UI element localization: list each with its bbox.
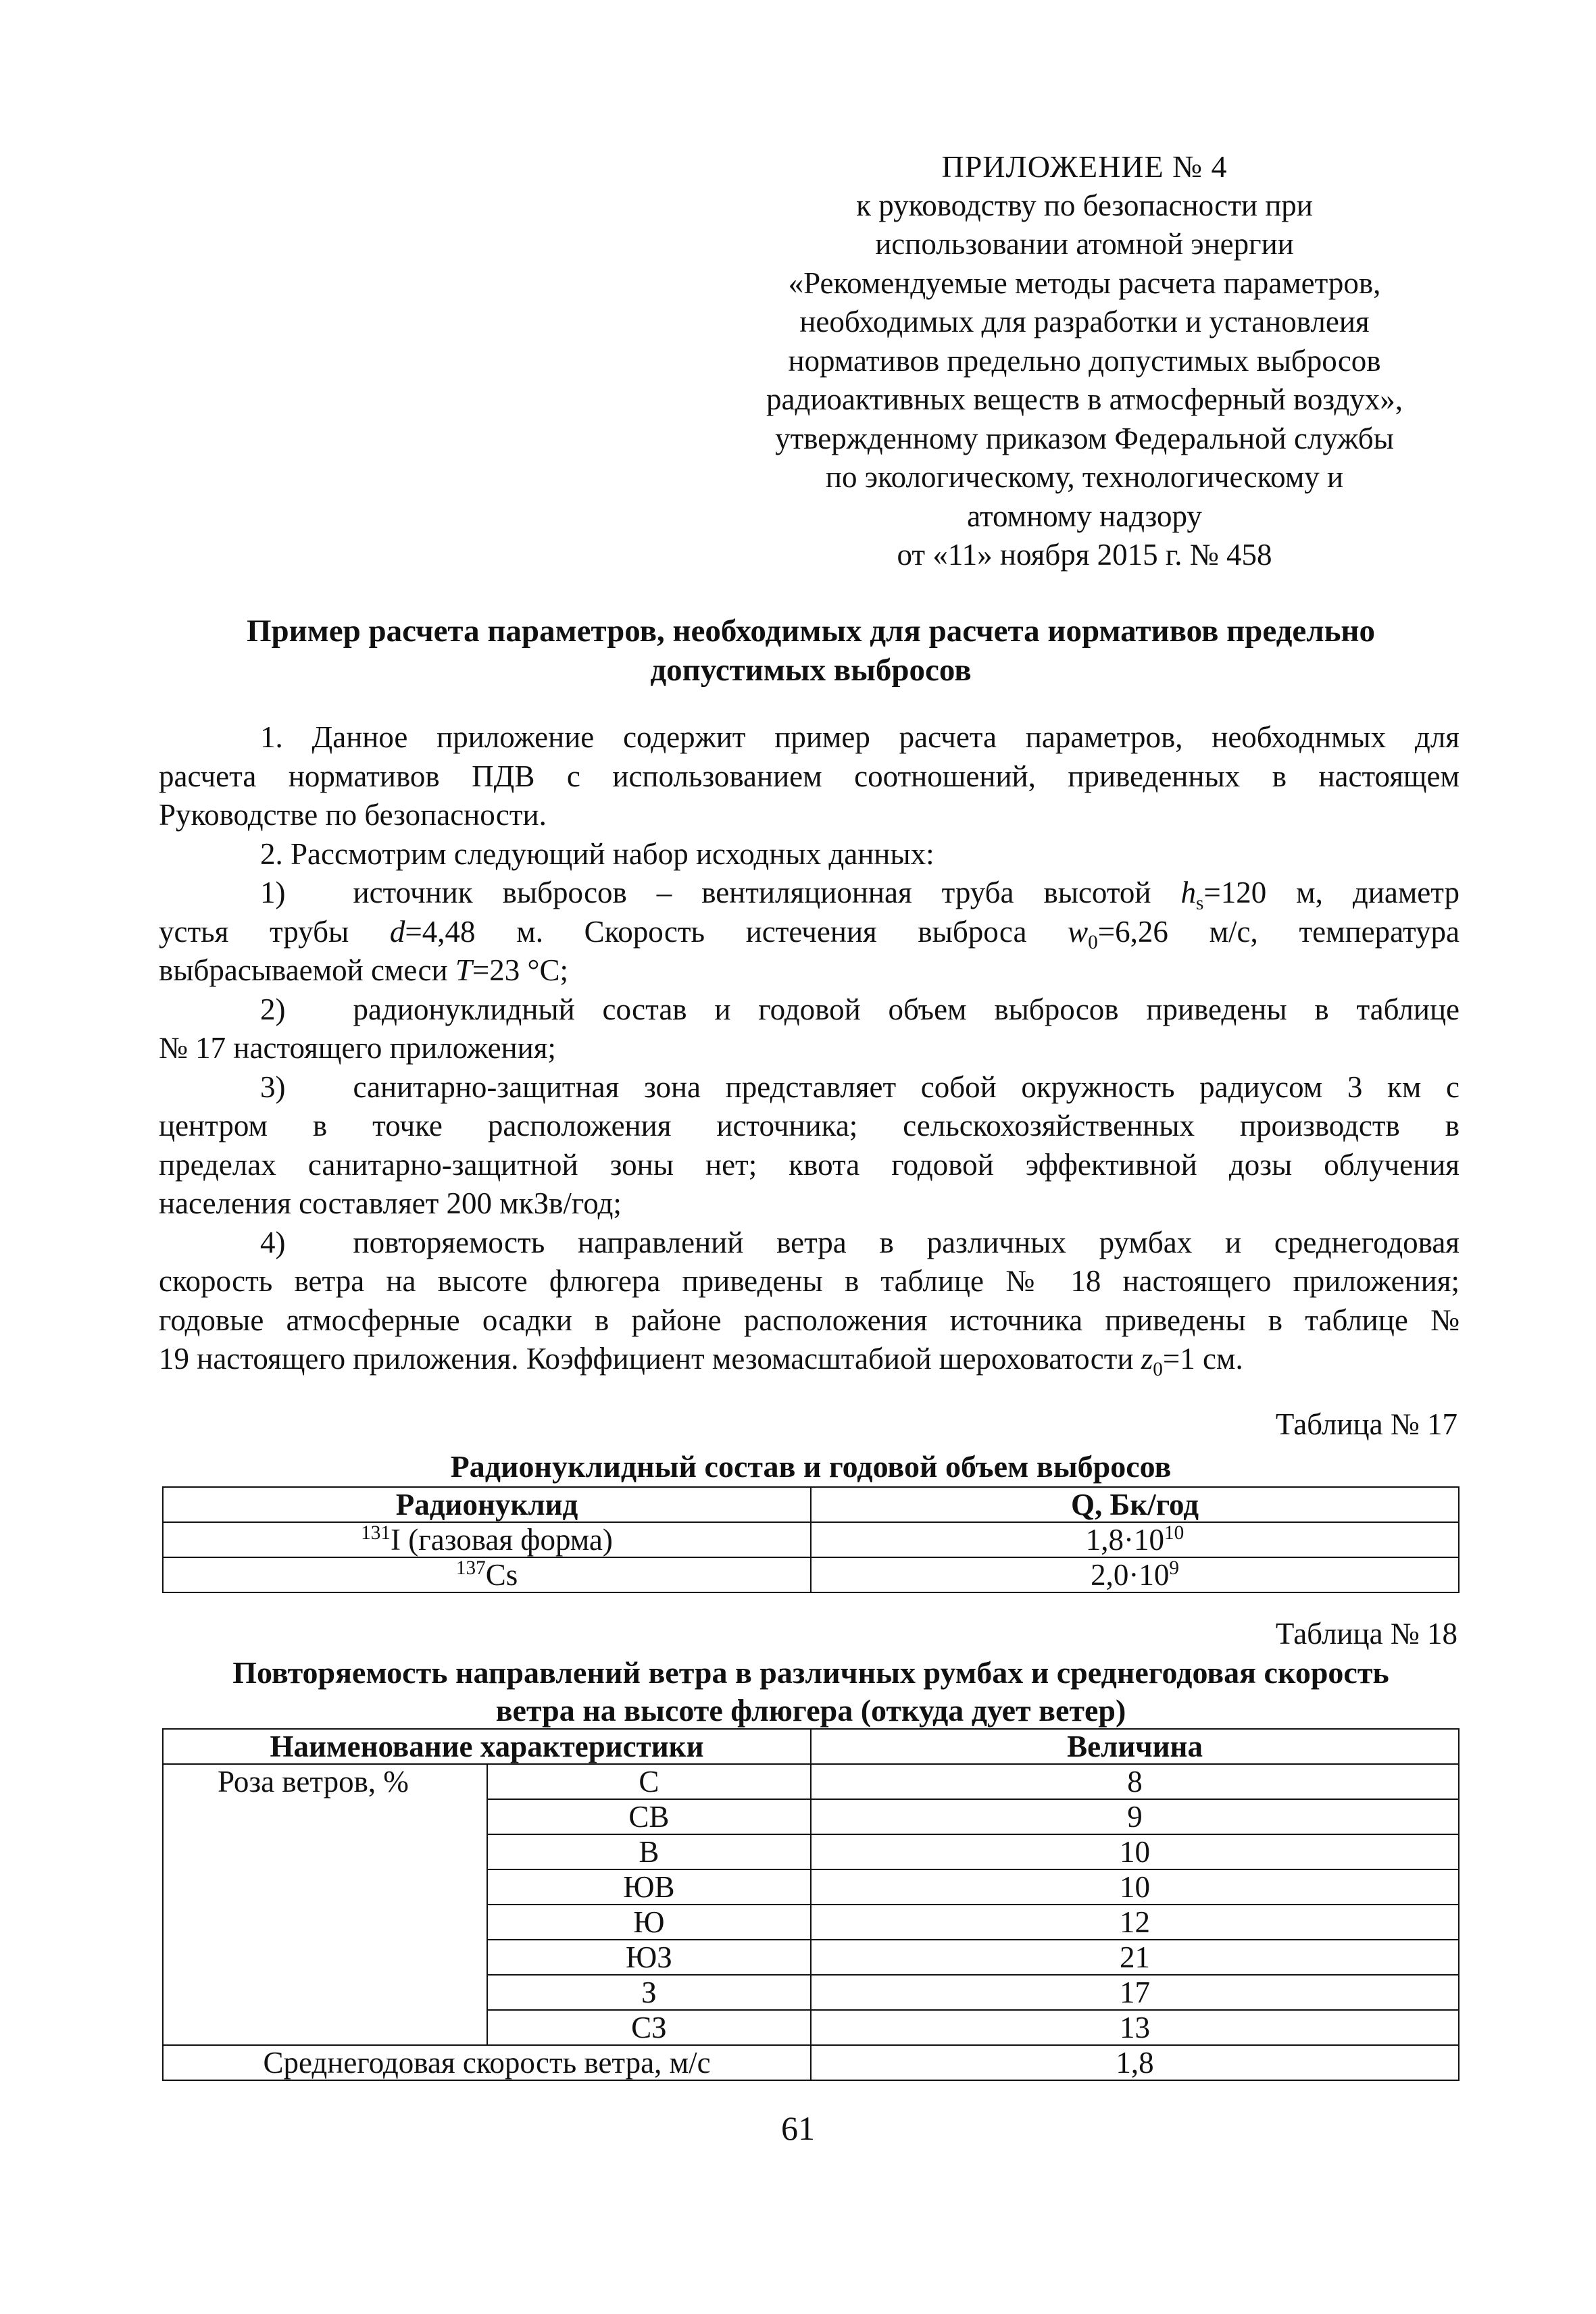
list-text: пределах санитарно-защитной зоны нет; квота годовой эффективной дозы облучения	[159, 1147, 1460, 1182]
appendix-header-line: нормативов предельно допустимых выбросов	[788, 343, 1381, 378]
paragraph-text: 2. Рассмотрим следующий набор исходных данных:	[260, 836, 934, 871]
list-text: годовые атмосферные осадки в районе расположения источника приведены в таблице №	[159, 1303, 1460, 1337]
table-row	[163, 1522, 1459, 1557]
table-18	[162, 1728, 1460, 2081]
value-cell: 10	[811, 1834, 1459, 1869]
value-cell: 17	[811, 1975, 1459, 2010]
variable-subscript: s	[1195, 892, 1204, 914]
direction-cell: СЗ	[487, 2010, 811, 2045]
value-cell: 9	[811, 1799, 1459, 1834]
direction-cell: З	[487, 1975, 811, 2010]
table-header-cell: Q, Бк/год	[811, 1487, 1459, 1522]
activity-cell: $2,0\cdot 10^9$	[811, 1557, 1459, 1592]
list-text: =6,26 м/с, температура	[1097, 914, 1460, 949]
variable: w	[1068, 914, 1089, 949]
list-text: =23 °C;	[472, 953, 569, 987]
table-18-title: Повторяемость направлений ветра в различных румбах и среднегодовая скорость ветра на высоте флюгера (откуда дует ветер)	[232, 1655, 1389, 1728]
variable: h	[1180, 876, 1196, 909]
list-number: 3)	[260, 1070, 286, 1104]
paragraph-text: Руководстве по безопасности.	[159, 798, 547, 832]
table-header-cell: Наименование характеристики	[163, 1729, 811, 1764]
direction-cell: ЮВ	[487, 1869, 811, 1905]
appendix-header-line: по экологическому, технологическому и	[825, 460, 1344, 494]
list-item-1	[159, 874, 1460, 990]
list-text: № 17 настоящего приложения;	[159, 1031, 556, 1065]
avg-wind-speed-label: Среднегодовая скорость ветра, м/с	[163, 2045, 811, 2080]
list-text: повторяемость направлений ветра в различных румбах и среднегодовая	[353, 1225, 1460, 1259]
value-cell: 21	[811, 1940, 1459, 1975]
section-title-line: Пример расчета параметров, необходимых для расчета иормативов предельно	[246, 613, 1376, 649]
appendix-header-line: необходимых для разработки и установлеия	[799, 305, 1370, 338]
appendix-header	[709, 147, 1460, 575]
appendix-header-line: использовании атомной энергии	[875, 227, 1294, 261]
table-17	[162, 1486, 1460, 1593]
direction-cell: В	[487, 1834, 811, 1869]
variable-subscript: 0	[1088, 931, 1098, 953]
list-text: 19 настоящего приложения. Коэффициент мезомасштабиой шероховатости	[159, 1342, 1141, 1376]
section-title	[162, 611, 1460, 690]
appendix-header-line: радиоактивных веществ в атмосферный воздух»,	[766, 382, 1403, 416]
list-text: радионуклидный состав и годовой объем выбросов приведены в таблице	[353, 992, 1460, 1026]
wind-rose-label: Роза ветров, %	[163, 1764, 487, 2045]
page-number: 61	[781, 2109, 815, 2147]
paragraph-text: 1. Данное приложение содержит пример расчета параметров, необходнмых для	[260, 720, 1460, 754]
table-row	[163, 1764, 1459, 1799]
table-17-title: Радионуклидный состав и годовой объем выбросов	[450, 1449, 1172, 1484]
list-item-2	[159, 990, 1460, 1068]
list-item-3	[159, 1068, 1460, 1224]
section-title-line: допустимых выбросов	[650, 653, 972, 688]
list-number: 1)	[260, 876, 286, 909]
list-text: =120 м, диаметр	[1203, 876, 1460, 909]
list-text: =1 см.	[1162, 1342, 1243, 1376]
activity-cell: $1,8\cdot 10^{10}$	[811, 1522, 1459, 1557]
appendix-header-line: утвержденному приказом Федеральной службы	[775, 421, 1394, 455]
direction-cell: СВ	[487, 1799, 811, 1834]
list-text: скорость ветра на высоте флюгера приведены в таблице № 18 настоящего приложения;	[159, 1264, 1460, 1298]
appendix-header-line: к руководству по безопасности при	[856, 188, 1313, 222]
value-cell: 10	[811, 1869, 1459, 1905]
table-17-caption: Таблица № 17	[1275, 1407, 1457, 1441]
list-text: выбрасываемой смеси	[159, 953, 455, 987]
direction-cell: ЮЗ	[487, 1940, 811, 1975]
value-cell: 13	[811, 2010, 1459, 2045]
direction-cell: Ю	[487, 1905, 811, 1940]
appendix-title: ПРИЛОЖЕНИЕ № 4	[941, 149, 1228, 184]
table-header-cell: Радионуклид	[163, 1487, 811, 1522]
list-item-4	[159, 1224, 1460, 1379]
appendix-header-line: атомному надзору	[967, 499, 1202, 533]
radionuclide-cell: $^{137}$Cs	[163, 1557, 811, 1592]
radionuclide-cell: $^{131}$I (газовая форма)	[163, 1522, 811, 1557]
list-text: =4,48 м. Скорость истечения выброса	[405, 914, 1068, 949]
list-text: центром в точке расположения источника; сельскохозяйственных производств в	[159, 1109, 1460, 1142]
variable: d	[389, 914, 405, 949]
variable: T	[455, 953, 472, 987]
table-18-caption: Таблица № 18	[1275, 1617, 1457, 1651]
body-text	[159, 718, 1460, 1379]
table-row	[163, 1557, 1459, 1592]
variable-subscript: 0	[1153, 1359, 1163, 1380]
list-text: населения составляет 200 мкЗв/год;	[159, 1186, 622, 1220]
list-text: устья трубы	[159, 914, 390, 949]
value-cell: 8	[811, 1764, 1459, 1799]
value-cell: 12	[811, 1905, 1459, 1940]
table-row	[163, 2045, 1459, 2080]
paragraph-1	[159, 718, 1460, 835]
table-header-row	[163, 1487, 1459, 1522]
list-number: 4)	[260, 1225, 286, 1259]
variable: z	[1141, 1342, 1153, 1376]
table-header-row	[163, 1729, 1459, 1764]
direction-cell: С	[487, 1764, 811, 1799]
paragraph-2	[159, 835, 1460, 874]
avg-wind-speed-value: 1,8	[811, 2045, 1459, 2080]
list-text: санитарно-защитная зона представляет собой окружность радиусом 3 км с	[353, 1070, 1460, 1104]
list-text: источник выбросов – вентиляционная труба высотой	[353, 876, 1181, 909]
table-header-cell: Величина	[811, 1729, 1459, 1764]
appendix-header-line: от «11» ноября 2015 г. № 458	[897, 538, 1272, 572]
paragraph-text: расчета нормативов ПДВ с использованием соотношений, приведенных в настоящем	[159, 759, 1460, 793]
appendix-header-line: «Рекомендуемые методы расчета параметров,	[788, 266, 1381, 300]
list-number: 2)	[260, 992, 286, 1026]
